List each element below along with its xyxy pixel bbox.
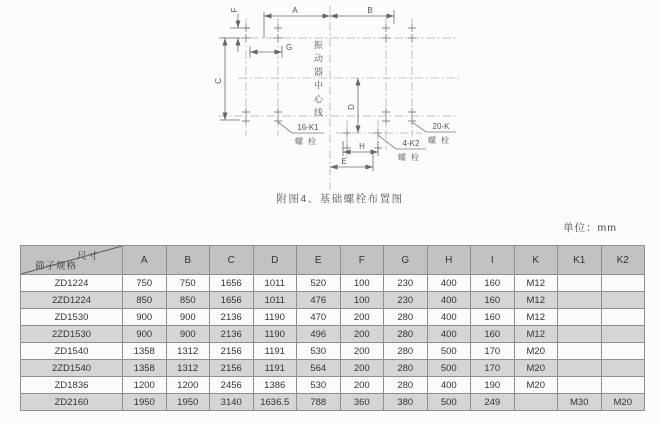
value-cell: 2456 (210, 377, 254, 394)
value-cell (601, 360, 645, 377)
value-cell: 1656 (210, 275, 254, 292)
model-cell: ZD1540 (21, 343, 123, 360)
value-cell: 400 (427, 326, 471, 343)
corner-header-cell (21, 246, 123, 275)
callout-4-k2-name: 螺栓 (398, 153, 424, 162)
value-cell: 2156 (210, 343, 254, 360)
value-cell (601, 377, 645, 394)
table-row (21, 326, 645, 343)
model-cell: 2ZD1224 (21, 292, 123, 309)
value-cell: 280 (384, 377, 428, 394)
value-cell: 1191 (253, 343, 297, 360)
value-cell: 850 (123, 292, 167, 309)
value-cell (601, 343, 645, 360)
value-cell: 900 (166, 326, 210, 343)
column-header-k1: K1 (558, 246, 602, 275)
spec-table (20, 245, 645, 411)
value-cell: 200 (340, 326, 384, 343)
table-row (21, 377, 645, 394)
value-cell: 1200 (123, 377, 167, 394)
column-header-h: H (427, 246, 471, 275)
corner-label-model: 筛子规格 (35, 261, 78, 272)
value-cell: 1358 (123, 343, 167, 360)
value-cell (601, 326, 645, 343)
value-cell: 1312 (166, 343, 210, 360)
value-cell: 160 (471, 275, 515, 292)
value-cell: M12 (514, 275, 558, 292)
value-cell: M12 (514, 309, 558, 326)
value-cell: 400 (427, 292, 471, 309)
corner-diagonal (21, 246, 122, 274)
corner-label-dimension: 尺寸 (76, 251, 100, 262)
callout-16-k1: 16-K1 (297, 123, 319, 132)
value-cell: 200 (340, 343, 384, 360)
column-header-a: A (123, 246, 167, 275)
value-cell: 1950 (123, 394, 167, 411)
table-row (21, 292, 645, 309)
value-cell: 100 (340, 275, 384, 292)
value-cell: 900 (123, 326, 167, 343)
value-cell: 530 (297, 377, 341, 394)
value-cell: 520 (297, 275, 341, 292)
model-cell: 2ZD1540 (21, 360, 123, 377)
value-cell: M30 (558, 394, 602, 411)
value-cell: 170 (471, 343, 515, 360)
model-cell: ZD1530 (21, 309, 123, 326)
value-cell: 1312 (166, 360, 210, 377)
value-cell: M12 (514, 326, 558, 343)
value-cell: 100 (340, 292, 384, 309)
value-cell: 160 (471, 309, 515, 326)
value-cell: 850 (166, 292, 210, 309)
units-label: 单位：mm (563, 222, 617, 234)
value-cell: 1190 (253, 326, 297, 343)
value-cell: 750 (123, 275, 167, 292)
value-cell: M20 (514, 377, 558, 394)
value-cell: 1011 (253, 292, 297, 309)
value-cell: 380 (384, 394, 428, 411)
value-cell (601, 292, 645, 309)
value-cell: 500 (427, 343, 471, 360)
value-cell: 1200 (166, 377, 210, 394)
value-cell: 190 (471, 377, 515, 394)
dim-label-d: D (347, 104, 356, 110)
column-header-b: B (166, 246, 210, 275)
column-header-d: D (253, 246, 297, 275)
value-cell: 1191 (253, 360, 297, 377)
foundation-bolt-diagram (210, 0, 470, 192)
value-cell: 2136 (210, 309, 254, 326)
table-row (21, 360, 645, 377)
table-row (21, 309, 645, 326)
value-cell: 230 (384, 275, 428, 292)
value-cell: 1011 (253, 275, 297, 292)
dim-label-e: E (341, 157, 347, 166)
value-cell: 1656 (210, 292, 254, 309)
value-cell: 1190 (253, 309, 297, 326)
value-cell: 470 (297, 309, 341, 326)
value-cell: 280 (384, 326, 428, 343)
value-cell: 280 (384, 343, 428, 360)
value-cell: 170 (471, 360, 515, 377)
column-header-f: F (340, 246, 384, 275)
dim-label-c: C (214, 78, 223, 84)
value-cell: 2136 (210, 326, 254, 343)
value-cell (558, 377, 602, 394)
value-cell: 1636.5 (253, 394, 297, 411)
value-cell: M20 (514, 360, 558, 377)
value-cell: 900 (123, 309, 167, 326)
value-cell (601, 275, 645, 292)
value-cell: 249 (471, 394, 515, 411)
value-cell: 160 (471, 292, 515, 309)
column-header-i: I (471, 246, 515, 275)
value-cell: M20 (601, 394, 645, 411)
value-cell: 400 (427, 309, 471, 326)
value-cell (558, 326, 602, 343)
dim-label-a: A (292, 6, 298, 15)
callout-20-k-name: 螺栓 (428, 136, 454, 145)
value-cell: 496 (297, 326, 341, 343)
callout-4-k2: 4-K2 (402, 139, 420, 148)
value-cell (514, 394, 558, 411)
value-cell: 200 (340, 360, 384, 377)
value-cell: 280 (384, 360, 428, 377)
header-row (21, 246, 645, 275)
value-cell: 500 (427, 394, 471, 411)
column-header-c: C (210, 246, 254, 275)
value-cell: 476 (297, 292, 341, 309)
value-cell (601, 309, 645, 326)
value-cell: 900 (166, 309, 210, 326)
dim-label-h: H (359, 142, 365, 151)
table-row (21, 275, 645, 292)
model-cell: 2ZD1530 (21, 326, 123, 343)
value-cell: 500 (427, 360, 471, 377)
value-cell: 1358 (123, 360, 167, 377)
model-cell: ZD1836 (21, 377, 123, 394)
value-cell: 160 (471, 326, 515, 343)
dimension-labels (214, 6, 373, 166)
model-cell: ZD1224 (21, 275, 123, 292)
model-cell: ZD2160 (21, 394, 123, 411)
callout-20-k: 20-K (432, 122, 450, 131)
value-cell: 280 (384, 309, 428, 326)
value-cell: 530 (297, 343, 341, 360)
value-cell: 200 (340, 377, 384, 394)
value-cell: 788 (297, 394, 341, 411)
value-cell: 564 (297, 360, 341, 377)
figure-caption: 附图4、基础螺栓布置图 (276, 193, 404, 205)
column-header-g: G (384, 246, 428, 275)
value-cell: 1386 (253, 377, 297, 394)
column-header-k: K (514, 246, 558, 275)
value-cell: 230 (384, 292, 428, 309)
value-cell: 400 (427, 275, 471, 292)
dim-label-f: F (230, 7, 239, 13)
column-header-e: E (297, 246, 341, 275)
value-cell: 400 (427, 377, 471, 394)
column-header-k2: K2 (601, 246, 645, 275)
vibrator-centerline-label: 振动器中心线 (313, 40, 323, 121)
value-cell (558, 275, 602, 292)
spec-table-body (21, 275, 645, 411)
value-cell (558, 360, 602, 377)
callout-16-k1-name: 螺栓 (295, 137, 321, 146)
value-cell (558, 292, 602, 309)
value-cell (558, 309, 602, 326)
dim-label-b: B (367, 6, 373, 15)
value-cell: 750 (166, 275, 210, 292)
value-cell: 2156 (210, 360, 254, 377)
value-cell (558, 343, 602, 360)
value-cell: M12 (514, 292, 558, 309)
value-cell: 3140 (210, 394, 254, 411)
value-cell: 200 (340, 309, 384, 326)
dim-label-g: G (286, 43, 293, 52)
value-cell: 360 (340, 394, 384, 411)
value-cell: M20 (514, 343, 558, 360)
callout-labels (295, 122, 454, 162)
value-cell: 1950 (166, 394, 210, 411)
table-row (21, 343, 645, 360)
table-row (21, 394, 645, 411)
center-lines (218, 6, 462, 190)
